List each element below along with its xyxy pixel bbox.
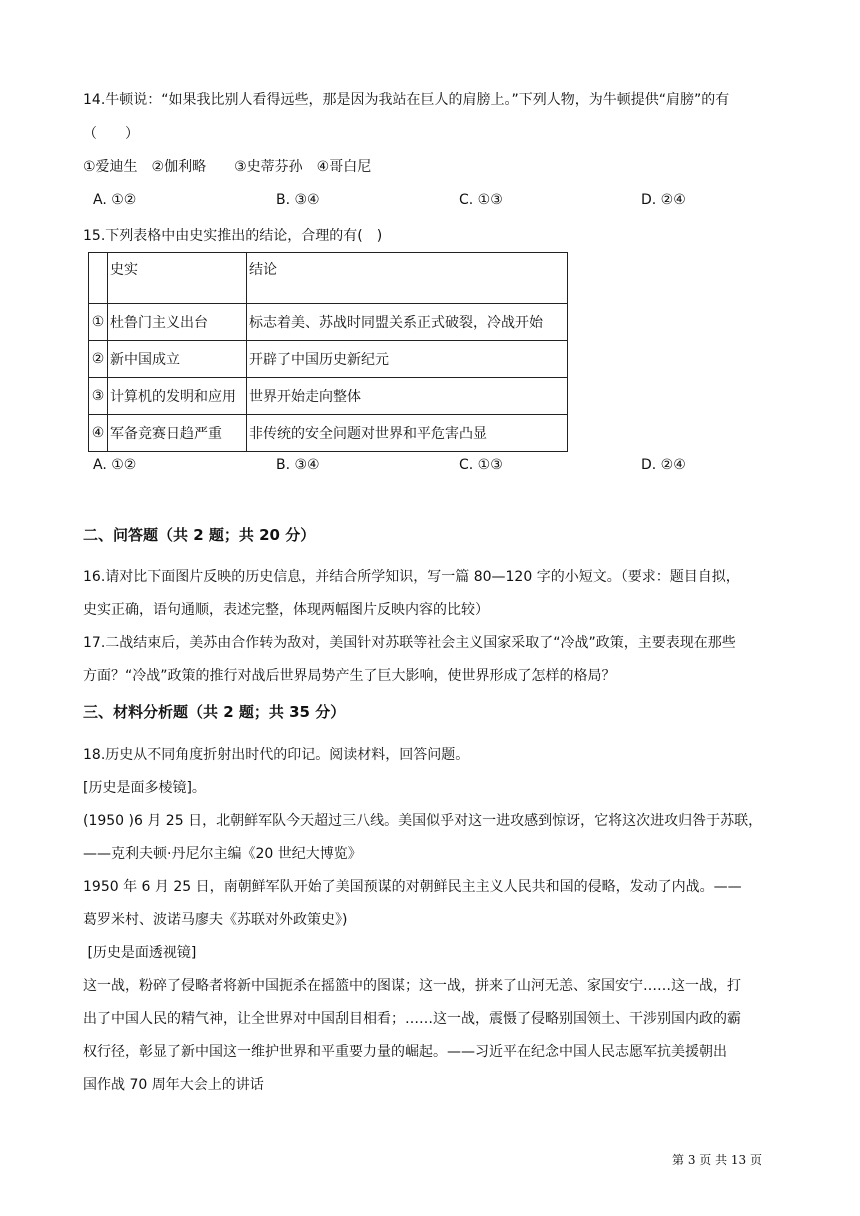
table-cell: 计算机的发明和应用 xyxy=(108,378,247,415)
q18-stem: 18.历史从不同角度折射出时代的印记。阅读材料，回答问题。 xyxy=(83,747,470,763)
q18-material-3-line1: 这一战，粉碎了侵略者将新中国扼杀在摇篮中的图谋；这一战，拼来了山河无恙、家国安宁……这一战，打 xyxy=(83,978,741,994)
q14-option-d: D. ②④ xyxy=(641,192,686,208)
table-row xyxy=(89,415,568,452)
table-cell: ② xyxy=(89,341,108,378)
q14-option-b: B. ③④ xyxy=(276,192,320,208)
table-header-cell xyxy=(89,253,108,304)
table-cell: 世界开始走向整体 xyxy=(247,378,568,415)
table-header-row xyxy=(89,253,568,304)
table-cell: 非传统的安全问题对世界和平危害凸显 xyxy=(247,415,568,452)
q14-stem: 14.牛顿说：“如果我比别人看得远些，那是因为我站在巨人的肩膀上。”下列人物，为牛顿提供“肩膀”的有 xyxy=(83,92,730,108)
q18-material-1-line1: (1950 )6 月 25 日，北朝鲜军队今天超过三八线。美国似乎对这一进攻感到惊讶，它将这次进攻归咎于苏联， xyxy=(83,813,763,829)
table-header-cell: 史实 xyxy=(108,253,247,304)
q16-line1: 16.请对比下面图片反映的历史信息，并结合所学知识，写一篇 80—120 字的小短文。（要求：题目自拟， xyxy=(83,569,740,585)
q18-material-1-source: ——克利夫顿·丹尼尔主编《20 世纪大博览》 xyxy=(83,846,362,862)
q15-stem: 15.下列表格中由史实推出的结论，合理的有( ) xyxy=(83,228,383,244)
table-cell: 标志着美、苏战时同盟关系正式破裂，冷战开始 xyxy=(247,304,568,341)
table-cell: 新中国成立 xyxy=(108,341,247,378)
q18-material-2-source: 葛罗米村、波诺马廖夫《苏联对外政策史》) xyxy=(83,912,348,928)
table-cell: ① xyxy=(89,304,108,341)
section-2-title: 二、问答题（共 2 题；共 20 分） xyxy=(83,526,316,544)
table-header-cell: 结论 xyxy=(247,253,568,304)
q14-option-c: C. ①③ xyxy=(459,192,503,208)
q18-subheading-2: [历史是面透视镜] xyxy=(83,945,197,961)
q16-line2: 史实正确，语句通顺，表述完整，体现两幅图片反映内容的比较） xyxy=(83,602,489,618)
q17-line2: 方面？“冷战”政策的推行对战后世界局势产生了巨大影响，使世界形成了怎样的格局？ xyxy=(83,668,616,684)
q18-material-2-line1: 1950 年 6 月 25 日，南朝鲜军队开始了美国预谋的对朝鲜民主主义人民共和国的侵略，发动了内战。—— xyxy=(83,879,742,895)
table-cell: 开辟了中国历史新纪元 xyxy=(247,341,568,378)
q15-option-a: A. ①② xyxy=(93,457,137,473)
q18-material-3-line2: 出了中国人民的精气神，让全世界对中国刮目相看；……这一战，震慑了侵略别国领土、干涉别国内政的霸 xyxy=(83,1011,741,1027)
table-cell: 杜鲁门主义出台 xyxy=(108,304,247,341)
table-cell: ③ xyxy=(89,378,108,415)
table-cell: ④ xyxy=(89,415,108,452)
table-row xyxy=(89,304,568,341)
q15-option-d: D. ②④ xyxy=(641,457,686,473)
q18-material-3-line3: 权行径，彰显了新中国这一维护世界和平重要力量的崛起。——习近平在纪念中国人民志愿军抗美援朝出 xyxy=(83,1044,727,1060)
q18-subheading-1: [历史是面多棱镜]。 xyxy=(83,780,206,796)
q17-line1: 17.二战结束后，美苏由合作转为敌对，美国针对苏联等社会主义国家采取了“冷战”政策，主要表现在那些 xyxy=(83,635,736,651)
table-row xyxy=(89,378,568,415)
q15-table xyxy=(88,252,568,452)
q14-blank: （ ） xyxy=(83,126,139,142)
q14-option-a: A. ①② xyxy=(93,192,137,208)
q18-material-3-line4: 国作战 70 周年大会上的讲话 xyxy=(83,1077,264,1093)
table-row xyxy=(89,341,568,378)
q14-items: ①爱迪生 ②伽利略 ③史蒂芬孙 ④哥白尼 xyxy=(83,159,372,175)
section-3-title: 三、材料分析题（共 2 题；共 35 分） xyxy=(83,703,346,721)
table-cell: 军备竞赛日趋严重 xyxy=(108,415,247,452)
q15-option-c: C. ①③ xyxy=(459,457,503,473)
q15-option-b: B. ③④ xyxy=(276,457,320,473)
page-number: 第 3 页 共 13 页 xyxy=(672,1153,762,1167)
